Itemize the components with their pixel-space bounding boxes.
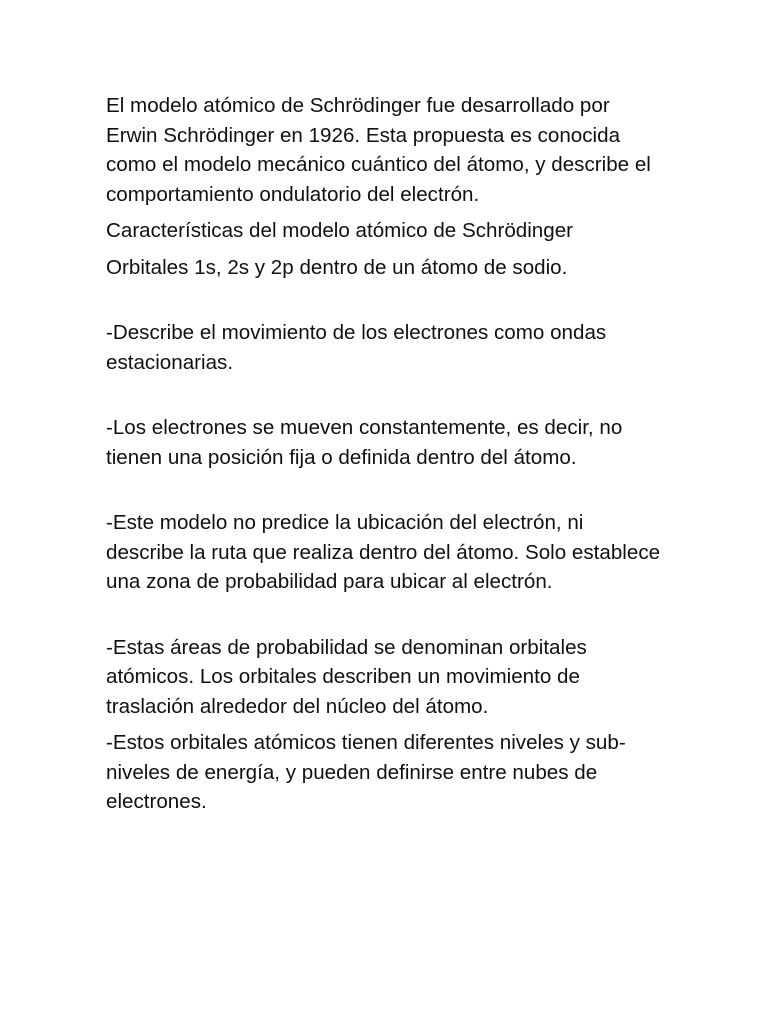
paragraph-niveles-energia: -Estos orbitales atómicos tienen diferentes niveles y sub-niveles de energía, y pueden definirse entre nubes de electrones. xyxy=(106,731,626,813)
document-body xyxy=(106,91,666,817)
paragraph-ondas-estacionarias: -Describe el movimiento de los electrones como ondas estacionarias. xyxy=(106,321,607,374)
paragraph-intro: El modelo atómico de Schrödinger fue desarrollado por Erwin Schrödinger en 1926. Esta propuesta es conocida como el modelo mecánico cuántico del átomo, y describe el comportamiento ondulatorio del electrón. xyxy=(106,94,651,206)
paragraph-orbitales-atomicos: -Estas áreas de probabilidad se denominan orbitales atómicos. Los orbitales describen un movimiento de traslación alrededor del núcleo del átomo. xyxy=(106,635,587,718)
paragraph-posicion-fija: -Los electrones se mueven constantemente, es decir, no tienen una posición fija o definida dentro del átomo. xyxy=(106,416,623,469)
paragraph-heading-caracteristicas: Características del modelo atómico de Schrödinger xyxy=(106,219,574,242)
paragraph-orbitales-caption: Orbitales 1s, 2s y 2p dentro de un átomo de sodio. xyxy=(106,255,568,279)
paragraph-zona-probabilidad: -Este modelo no predice la ubicación del electrón, ni describe la ruta que realiza dentro del átomo. Solo establece una zona de probabilidad para ubicar al electrón. xyxy=(106,511,661,593)
